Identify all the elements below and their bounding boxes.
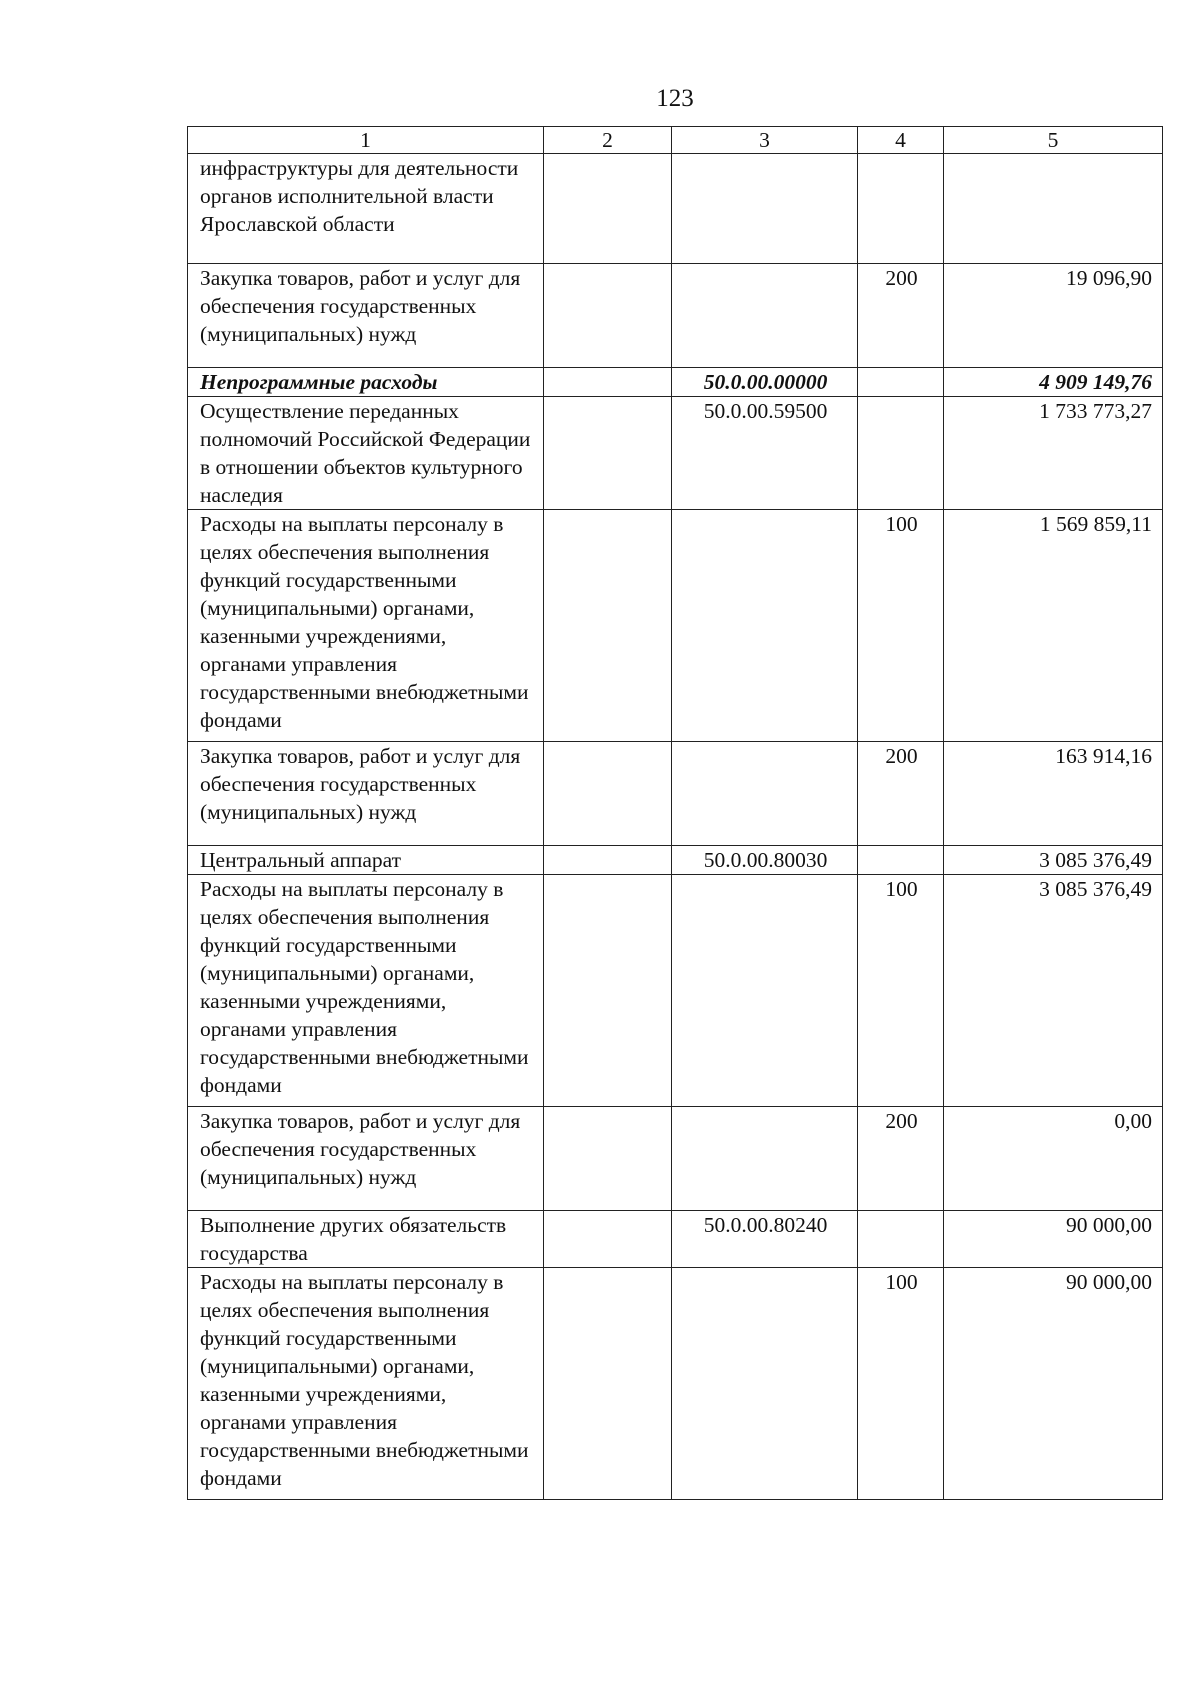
- row-col2-cell: [544, 1107, 672, 1211]
- row-col2-cell: [544, 1268, 672, 1500]
- row-name-cell: Осуществление переданных полномочий Российской Федерации в отношении объектов культурного наследия: [188, 397, 544, 510]
- row-amount-cell: [944, 154, 1163, 264]
- row-type-cell: [858, 154, 944, 264]
- row-type-cell: 200: [858, 1107, 944, 1211]
- row-col2-cell: [544, 264, 672, 368]
- row-code-cell: [672, 742, 858, 846]
- row-col2-cell: [544, 368, 672, 397]
- row-code-cell: [672, 875, 858, 1107]
- row-amount-cell: 19 096,90: [944, 264, 1163, 368]
- row-code-cell: 50.0.00.00000: [672, 368, 858, 397]
- table-row: [188, 1211, 1163, 1268]
- row-amount-cell: 4 909 149,76: [944, 368, 1163, 397]
- table-body: [188, 154, 1163, 1500]
- row-name-cell: Расходы на выплаты персоналу в целях обеспечения выполнения функций государственными (муниципальными) органами, казенными учреждениями, органами управления государственными внебюджетными фондами: [188, 1268, 544, 1500]
- row-name-cell: Закупка товаров, работ и услуг для обеспечения государственных (муниципальных) нужд: [188, 264, 544, 368]
- row-col2-cell: [544, 1211, 672, 1268]
- row-type-cell: 200: [858, 742, 944, 846]
- row-amount-cell: 3 085 376,49: [944, 846, 1163, 875]
- table-row: [188, 154, 1163, 264]
- row-col2-cell: [544, 742, 672, 846]
- row-code-cell: [672, 264, 858, 368]
- row-amount-cell: 90 000,00: [944, 1268, 1163, 1500]
- row-code-cell: [672, 154, 858, 264]
- row-name-cell: Выполнение других обязательств государства: [188, 1211, 544, 1268]
- row-code-cell: 50.0.00.59500: [672, 397, 858, 510]
- row-col2-cell: [544, 154, 672, 264]
- table-row: [188, 1107, 1163, 1211]
- row-name-cell: Непрограммные расходы: [188, 368, 544, 397]
- table-row: [188, 510, 1163, 742]
- row-amount-cell: 0,00: [944, 1107, 1163, 1211]
- table-row: [188, 368, 1163, 397]
- table-row: [188, 875, 1163, 1107]
- row-col2-cell: [544, 875, 672, 1107]
- row-name-cell: инфраструктуры для деятельности органов исполнительной власти Ярославской области: [188, 154, 544, 264]
- row-col2-cell: [544, 846, 672, 875]
- table-row: [188, 742, 1163, 846]
- header-col-4: 4: [858, 127, 944, 154]
- row-col2-cell: [544, 397, 672, 510]
- row-code-cell: [672, 510, 858, 742]
- row-type-cell: 100: [858, 875, 944, 1107]
- row-amount-cell: 163 914,16: [944, 742, 1163, 846]
- row-type-cell: 200: [858, 264, 944, 368]
- row-code-cell: [672, 1107, 858, 1211]
- row-name-cell: Расходы на выплаты персоналу в целях обеспечения выполнения функций государственными (муниципальными) органами, казенными учреждениями, органами управления государственными внебюджетными фондами: [188, 510, 544, 742]
- row-type-cell: [858, 397, 944, 510]
- page-number: 123: [656, 85, 694, 112]
- table-row: [188, 397, 1163, 510]
- row-col2-cell: [544, 510, 672, 742]
- table-row: [188, 846, 1163, 875]
- row-amount-cell: 1 733 773,27: [944, 397, 1163, 510]
- row-type-cell: 100: [858, 1268, 944, 1500]
- table-row: [188, 264, 1163, 368]
- header-col-3: 3: [672, 127, 858, 154]
- row-amount-cell: 3 085 376,49: [944, 875, 1163, 1107]
- table-row: [188, 1268, 1163, 1500]
- row-amount-cell: 1 569 859,11: [944, 510, 1163, 742]
- row-name-cell: Центральный аппарат: [188, 846, 544, 875]
- row-amount-cell: 90 000,00: [944, 1211, 1163, 1268]
- row-type-cell: [858, 368, 944, 397]
- row-name-cell: Расходы на выплаты персоналу в целях обеспечения выполнения функций государственными (муниципальными) органами, казенными учреждениями, органами управления государственными внебюджетными фондами: [188, 875, 544, 1107]
- row-type-cell: 100: [858, 510, 944, 742]
- header-col-5: 5: [944, 127, 1163, 154]
- header-col-1: 1: [188, 127, 544, 154]
- row-name-cell: Закупка товаров, работ и услуг для обеспечения государственных (муниципальных) нужд: [188, 1107, 544, 1211]
- header-col-2: 2: [544, 127, 672, 154]
- row-type-cell: [858, 846, 944, 875]
- row-name-cell: Закупка товаров, работ и услуг для обеспечения государственных (муниципальных) нужд: [188, 742, 544, 846]
- row-code-cell: [672, 1268, 858, 1500]
- row-code-cell: 50.0.00.80240: [672, 1211, 858, 1268]
- table-header-row: [188, 127, 1163, 154]
- row-type-cell: [858, 1211, 944, 1268]
- row-code-cell: 50.0.00.80030: [672, 846, 858, 875]
- budget-table: [187, 126, 1163, 1500]
